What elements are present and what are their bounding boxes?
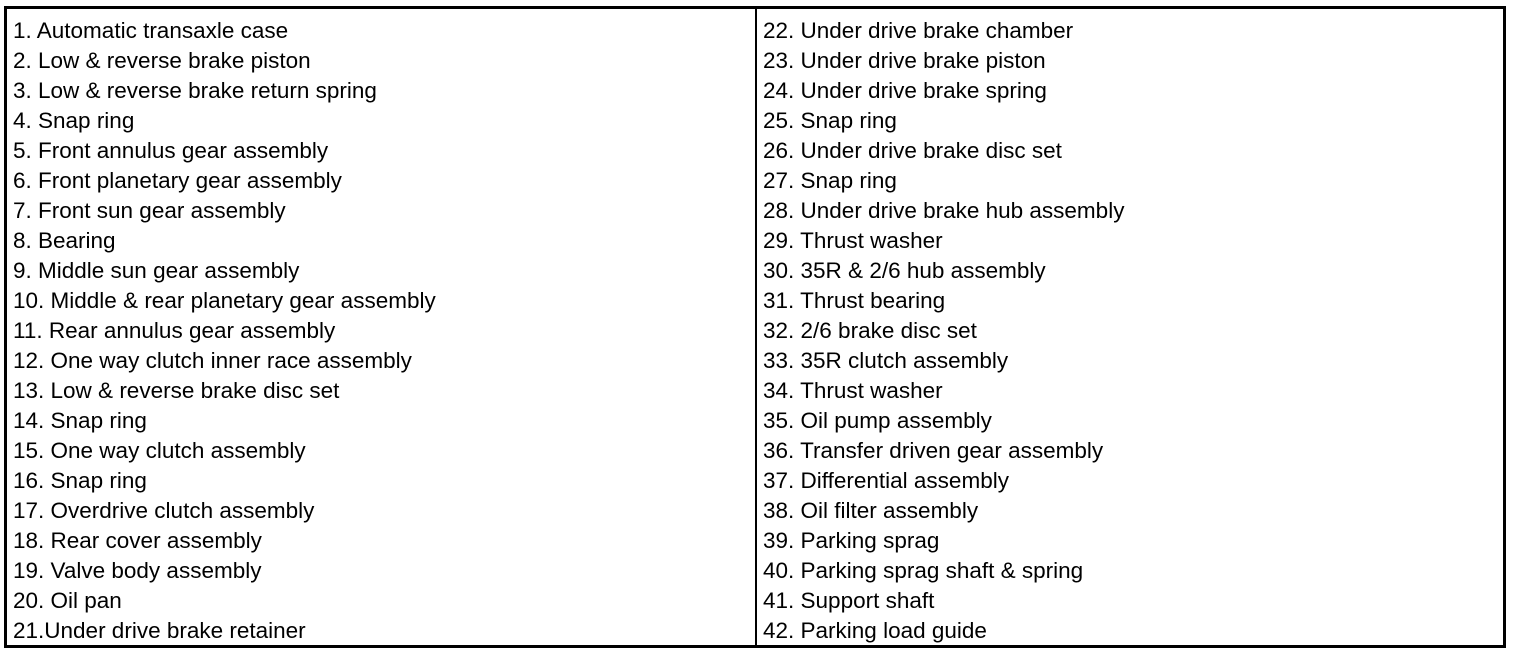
list-item: 32. 2/6 brake disc set bbox=[763, 318, 977, 343]
list-item: 38. Oil filter assembly bbox=[763, 498, 979, 523]
list-item: 7. Front sun gear assembly bbox=[13, 198, 286, 223]
list-item: 19. Valve body assembly bbox=[13, 558, 262, 583]
list-item: 31. Thrust bearing bbox=[763, 288, 946, 313]
list-item: 3. Low & reverse brake return spring bbox=[13, 78, 377, 103]
list-item: 2. Low & reverse brake piston bbox=[13, 48, 311, 73]
list-item: 23. Under drive brake piston bbox=[763, 48, 1046, 73]
list-item: 16. Snap ring bbox=[13, 468, 147, 493]
list-item: 21.Under drive brake retainer bbox=[13, 618, 306, 643]
list-item: 13. Low & reverse brake disc set bbox=[13, 378, 340, 403]
list-item: 39. Parking sprag bbox=[763, 528, 940, 553]
list-item: 34. Thrust washer bbox=[763, 378, 943, 403]
list-item: 20. Oil pan bbox=[13, 588, 122, 613]
parts-legend-table bbox=[4, 6, 1506, 648]
list-item: 1. Automatic transaxle case bbox=[13, 18, 289, 43]
list-item: 10. Middle & rear planetary gear assembly bbox=[13, 288, 436, 313]
list-item: 24. Under drive brake spring bbox=[763, 78, 1047, 103]
right-column bbox=[757, 9, 1503, 645]
list-item: 29. Thrust washer bbox=[763, 228, 943, 253]
list-item: 14. Snap ring bbox=[13, 408, 147, 433]
list-item: 27. Snap ring bbox=[763, 168, 897, 193]
list-item: 26. Under drive brake disc set bbox=[763, 138, 1062, 163]
list-item: 17. Overdrive clutch assembly bbox=[13, 498, 315, 523]
left-column bbox=[7, 9, 757, 645]
list-item: 40. Parking sprag shaft & spring bbox=[763, 558, 1084, 583]
list-item: 4. Snap ring bbox=[13, 108, 135, 133]
list-item: 5. Front annulus gear assembly bbox=[13, 138, 329, 163]
list-item: 33. 35R clutch assembly bbox=[763, 348, 1009, 373]
list-item: 18. Rear cover assembly bbox=[13, 528, 262, 553]
list-item: 36. Transfer driven gear assembly bbox=[763, 438, 1104, 463]
list-item: 41. Support shaft bbox=[763, 588, 935, 613]
list-item: 15. One way clutch assembly bbox=[13, 438, 306, 463]
list-item: 6. Front planetary gear assembly bbox=[13, 168, 342, 193]
list-item: 37. Differential assembly bbox=[763, 468, 1009, 493]
list-item: 35. Oil pump assembly bbox=[763, 408, 992, 433]
list-item: 11. Rear annulus gear assembly bbox=[13, 318, 336, 343]
list-item: 30. 35R & 2/6 hub assembly bbox=[763, 258, 1046, 283]
list-item: 9. Middle sun gear assembly bbox=[13, 258, 300, 283]
list-item: 12. One way clutch inner race assembly bbox=[13, 348, 412, 373]
list-item: 42. Parking load guide bbox=[763, 618, 987, 643]
list-item: 22. Under drive brake chamber bbox=[763, 18, 1074, 43]
list-item: 25. Snap ring bbox=[763, 108, 897, 133]
list-item: 28. Under drive brake hub assembly bbox=[763, 198, 1125, 223]
list-item: 8. Bearing bbox=[13, 228, 116, 253]
